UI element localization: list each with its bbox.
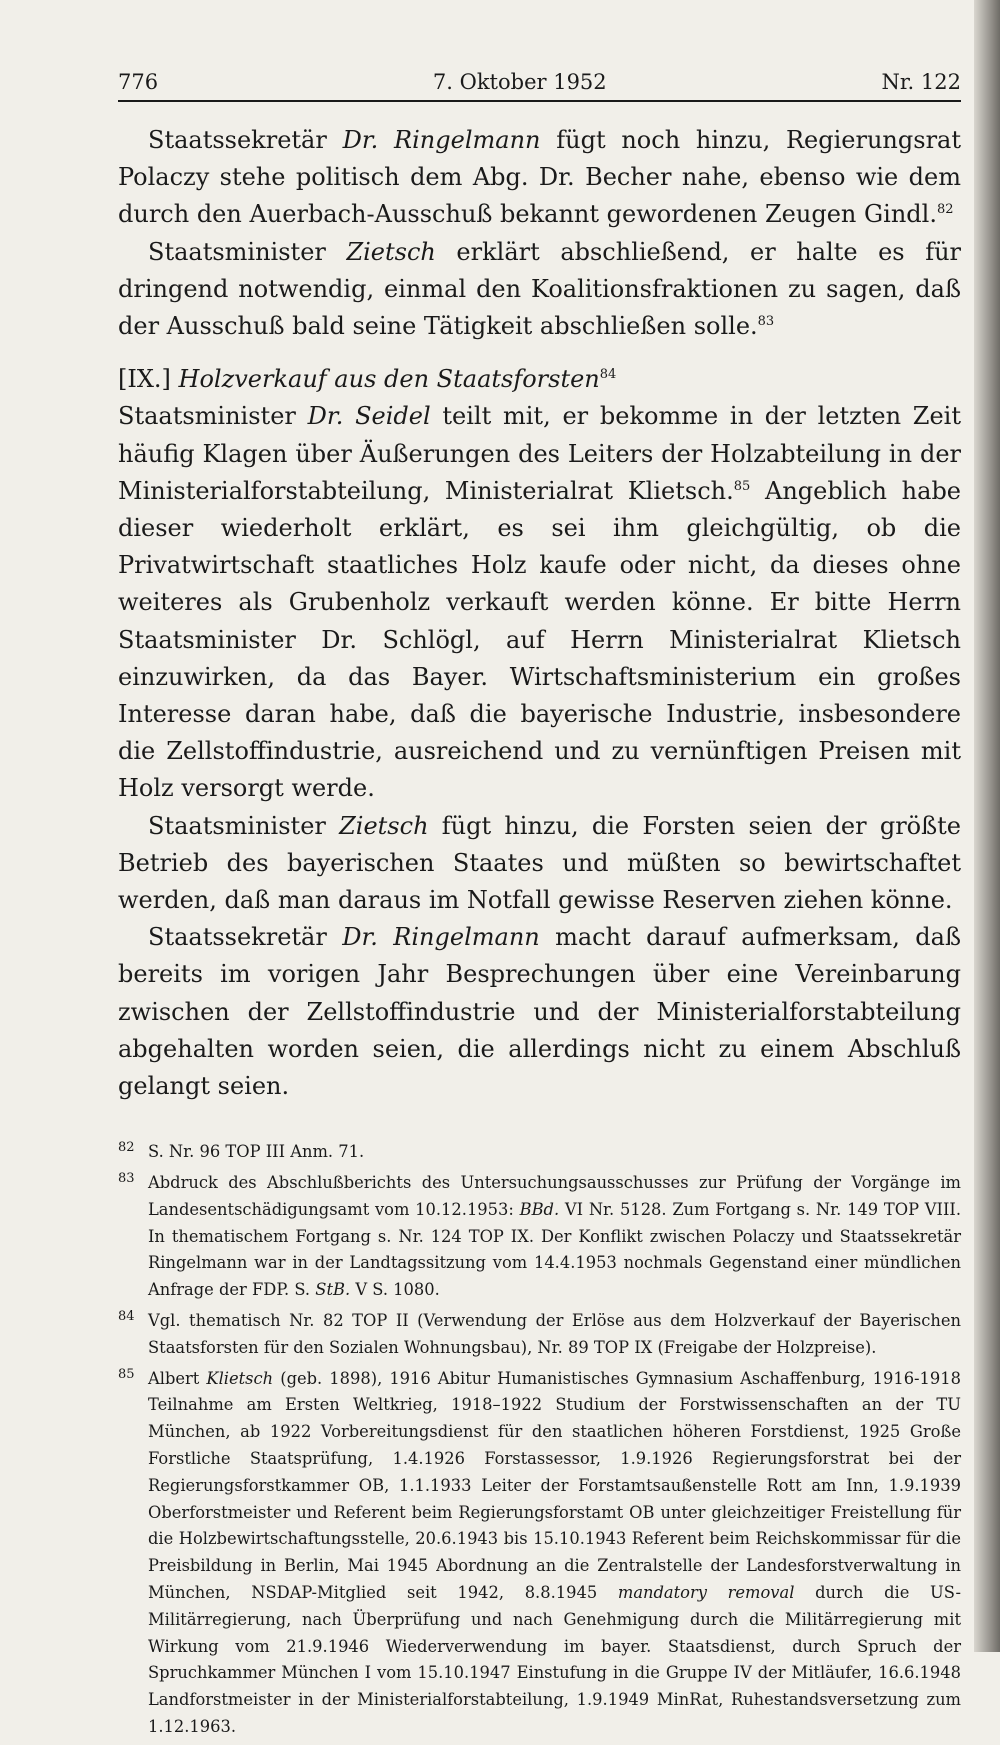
footnote-number: 85 <box>118 1366 135 1382</box>
speaker-name: Zietsch <box>346 237 436 266</box>
text-run: Abdruck des Abschlußberichts des Untersuchungsausschusses zur Prüfung der Vorgänge im Landesentschädigungsamt vom 10.12.1953: <box>148 1173 961 1219</box>
paragraph <box>118 122 961 234</box>
source-abbrev: StB. <box>315 1280 351 1300</box>
book-page <box>118 70 961 1745</box>
source-abbrev: BBd. <box>519 1199 560 1219</box>
footnote-number: 84 <box>118 1309 135 1325</box>
footnote-ref: 84 <box>599 367 617 383</box>
speaker-name: Zietsch <box>339 811 429 840</box>
footnote-84 <box>118 1308 961 1362</box>
scan-edge-shadow <box>974 0 1000 1652</box>
running-header <box>118 70 961 102</box>
emphasis: mandatory removal <box>617 1583 795 1603</box>
page-number: 776 <box>118 70 159 94</box>
text-run: Staatsminister <box>118 402 308 431</box>
footnote-number: 82 <box>118 1140 135 1156</box>
text-run: Albert <box>148 1368 207 1388</box>
section-number: [IX.] <box>118 365 171 394</box>
footnote-text <box>148 1170 961 1304</box>
text-run: fügt hinzu, die Forsten seien der größte Betrieb des bayerischen Staates und müßten so bewirtschaftet werden, daß man daraus im Notfall gewisse Reserven ziehen könne. <box>118 811 961 915</box>
main-text <box>118 122 961 1105</box>
speaker-name: Dr. Seidel <box>307 402 431 431</box>
text-run: (geb. 1898), 1916 Abitur Humanistisches Gymnasium Aschaffenburg, 1916-1918 Teilnahme am Ersten Weltkrieg, 1918–1922 Studium der Forstwissenschaften an der TU München, ab 1922 Vorbereitungsdienst für den staatlichen höheren Forstdienst, 1925 Große Forstliche Staatsprüfung, 1.4.1926 Forstassessor, 1.9.1926 Regierungsforstrat bei der Regierungsforstkammer OB, 1.1.1933 Leiter der Forstamtsaußenstelle Rott am Inn, 1.9.1939 Oberforstmeister und Referent beim Regierungsforstamt OB unter gleichzeitiger Freistellung für die Holzbewirtschaftungsstelle, 20.6.1943 bis 15.10.1943 Referent beim Reichskommissar für die Preisbildung in Berlin, Mai 1945 Abordnung an die Zentralstelle der Landesforstverwaltung in München, NSDAP-Mitglied seit 1942, 8.8.1945 <box>148 1368 961 1603</box>
text-run: Staatsminister <box>148 811 340 840</box>
footnote-text: Vgl. thematisch Nr. 82 TOP II (Verwendung der Erlöse aus dem Holzverkauf der Bayerischen Staatsforsten für den Sozialen Wohnungsbau), Nr. 89 TOP IX (Freigabe der Holzpreise). <box>148 1311 961 1357</box>
text-run: durch die US-Militärregierung, nach Überprüfung und nach Genehmigung durch die Militärregierung mit Wirkung vom 21.9.1946 Wiederverwendung im bayer. Staatsdienst, durch Spruch der Spruchkammer München I vom 15.10.1947 Einstufung in die Gruppe IV der Mitläufer, 16.6.1948 Landforstmeister in der Ministerialforstabteilung, 1.9.1949 MinRat, Ruhestandsversetzung zum 1.12.1963. <box>148 1583 961 1737</box>
footnote-85 <box>118 1366 961 1741</box>
text-run: erklärt abschließend, er halte es für dringend notwendig, einmal den Koalitionsfraktionen zu sagen, daß der Ausschuß bald seine Tätigkeit abschließen solle. <box>118 237 961 341</box>
footnote-83 <box>118 1170 961 1304</box>
paragraph <box>118 919 961 1105</box>
footnote-text: S. Nr. 96 TOP III Anm. 71. <box>148 1142 365 1162</box>
text-run: Staatssekretär <box>148 126 343 154</box>
text-run: teilt mit, er bekomme in der letzten Zeit häufig Klagen über Äußerungen des Leiters der Holzabteilung in der Ministerialforstabteilung, Ministerialrat Klietsch. <box>118 402 961 505</box>
footnote-82 <box>118 1139 961 1166</box>
text-run: V S. 1080. <box>350 1280 440 1300</box>
paragraph <box>118 398 961 807</box>
person-name: Klietsch <box>206 1368 274 1388</box>
footnote-number: 83 <box>118 1171 135 1187</box>
header-date: 7. Oktober 1952 <box>432 70 607 94</box>
paragraph <box>118 234 961 346</box>
speaker-name: Dr. Ringelmann <box>342 126 541 154</box>
section-heading <box>118 361 961 398</box>
text-run: Angeblich habe dieser wiederholt erklärt, es sei ihm gleichgültig, ob die Privatwirtschaft staatliches Holz kaufe oder nicht, da dieses ohne weiteres als Grubenholz verkauft werden könne. Er bitte Herrn Staatsminister Dr. Schlögl, auf Herrn Ministerialrat Klietsch einzuwirken, da das Bayer. Wirtschaftsministerium ein großes Interesse daran habe, daß die bayerische Industrie, insbesondere die Zellstoffindustrie, ausreichend und zu vernünftigen Preisen mit Holz versorgt werde. <box>118 476 962 803</box>
speaker-name: Dr. Ringelmann <box>342 923 540 952</box>
footnote-text <box>148 1366 961 1741</box>
document-number: Nr. 122 <box>881 70 961 94</box>
text-run: macht darauf aufmerksam, daß bereits im vorigen Jahr Besprechungen über eine Vereinbarung zwischen der Zellstoffindustrie und der Ministerialforstabteilung abgehalten worden seien, die allerdings nicht zu einem Abschluß gelangt seien. <box>118 923 961 1101</box>
footnotes <box>118 1139 961 1741</box>
footnote-ref: 83 <box>757 314 775 330</box>
paragraph <box>118 808 961 920</box>
text-run: VI Nr. 5128. Zum Fortgang s. Nr. 149 TOP VIII. In thematischem Fortgang s. Nr. 124 TOP IX. Der Konflikt zwischen Polaczy und Staatssekretär Ringelmann war in der Landtagssitzung vom 14.4.1953 nochmals Gegenstand einer mündlichen Anfrage der FDP. S. <box>148 1199 961 1300</box>
footnote-ref: 82 <box>936 202 954 218</box>
text-run: Staatssekretär <box>148 923 343 952</box>
text-run: Staatsminister <box>148 237 347 266</box>
section-title: Holzverkauf aus den Staatsforsten <box>170 365 600 394</box>
footnote-ref: 85 <box>733 478 751 494</box>
text-run: fügt noch hinzu, Regierungsrat Polaczy stehe politisch dem Abg. Dr. Becher nahe, ebenso wie dem durch den Auerbach-Ausschuß bekannt gewordenen Zeugen Gindl. <box>118 126 961 229</box>
